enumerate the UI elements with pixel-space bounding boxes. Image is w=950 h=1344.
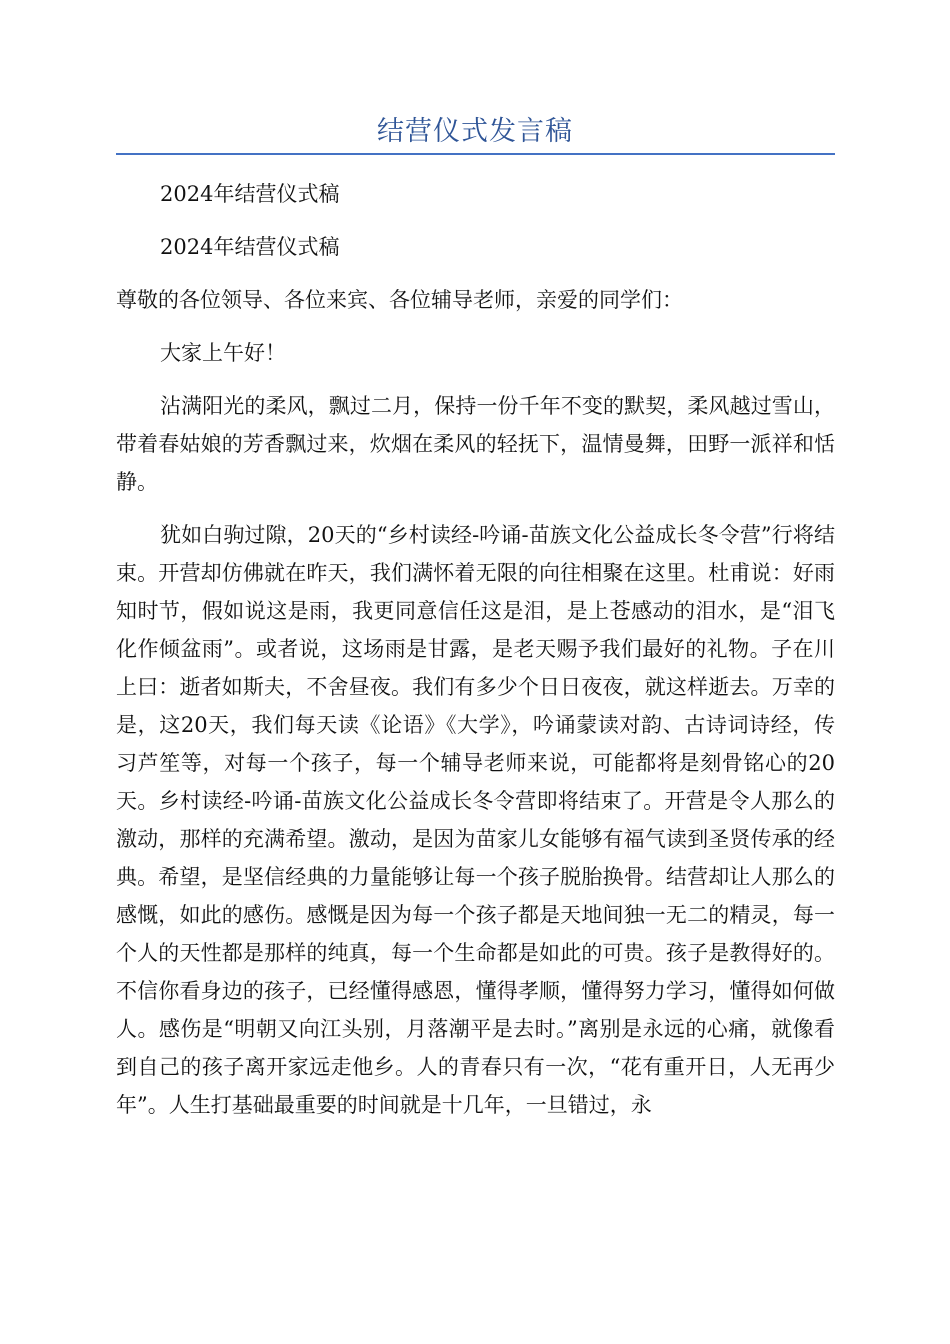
paragraph-main-body: 犹如白驹过隙，20天的“乡村读经-吟诵-苗族文化公益成长冬令营”行将结束。开营却仿佛就在昨天，我们满怀着无限的向往相聚在这里。杜甫说：好雨知时节，假如说这是雨，我更同意信任这是泪，是上苍感动的泪水，是“泪飞化作倾盆雨”。或者说，这场雨是甘露，是老天赐予我们最好的礼物。子在川上曰：逝者如斯夫，不舍昼夜。我们有多少个日日夜夜，就这样逝去。万幸的是，这20天，我们每天读《论语》《大学》，吟诵蒙读对韵、古诗词诗经，传习芦笙等，对每一个孩子，每一个辅导老师来说，可能都将是刻骨铭心的20天。乡村读经-吟诵-苗族文化公益成长冬令营即将结束了。开营是令人那么的激动，那样的充满希望。激动，是因为苗家儿女能够有福气读到圣贤传承的经典。希望，是坚信经典的力量能够让每一个孩子脱胎换骨。结营却让人那么的感慨，如此的感伤。感慨是因为每一个孩子都是天地间独一无二的精灵，每一个人的天性都是那样的纯真，每一个生命都是如此的可贵。孩子是教得好的。不信你看身边的孩子，已经懂得感恩，懂得孝顺，懂得努力学习，懂得如何做人。感伤是“明朝又向江头别，月落潮平是去时。”离别是永远的心痛，就像看到自己的孩子离开家远走他乡。人的青春只有一次，“花有重开日，人无再少年”。人生打基础最重要的时间就是十几年，一旦错过，永: [116, 523, 835, 1117]
paragraph-2: 2024年结营仪式稿: [160, 235, 340, 259]
document-title: 结营仪式发言稿: [377, 116, 573, 147]
document-body: [116, 175, 835, 1124]
title-underline: [116, 153, 835, 155]
paragraph-greeting: 大家上午好！: [160, 341, 286, 365]
paragraph-spring-breeze: 沾满阳光的柔风，飘过二月，保持一份千年不变的默契，柔风越过雪山，带着春姑娘的芳香飘过来，炊烟在柔风的轻抚下，温情曼舞，田野一派祥和恬静。: [116, 394, 835, 494]
paragraph-1: 2024年结营仪式稿: [160, 182, 340, 206]
paragraph-salutation: 尊敬的各位领导、各位来宾、各位辅导老师，亲爱的同学们：: [116, 288, 683, 312]
